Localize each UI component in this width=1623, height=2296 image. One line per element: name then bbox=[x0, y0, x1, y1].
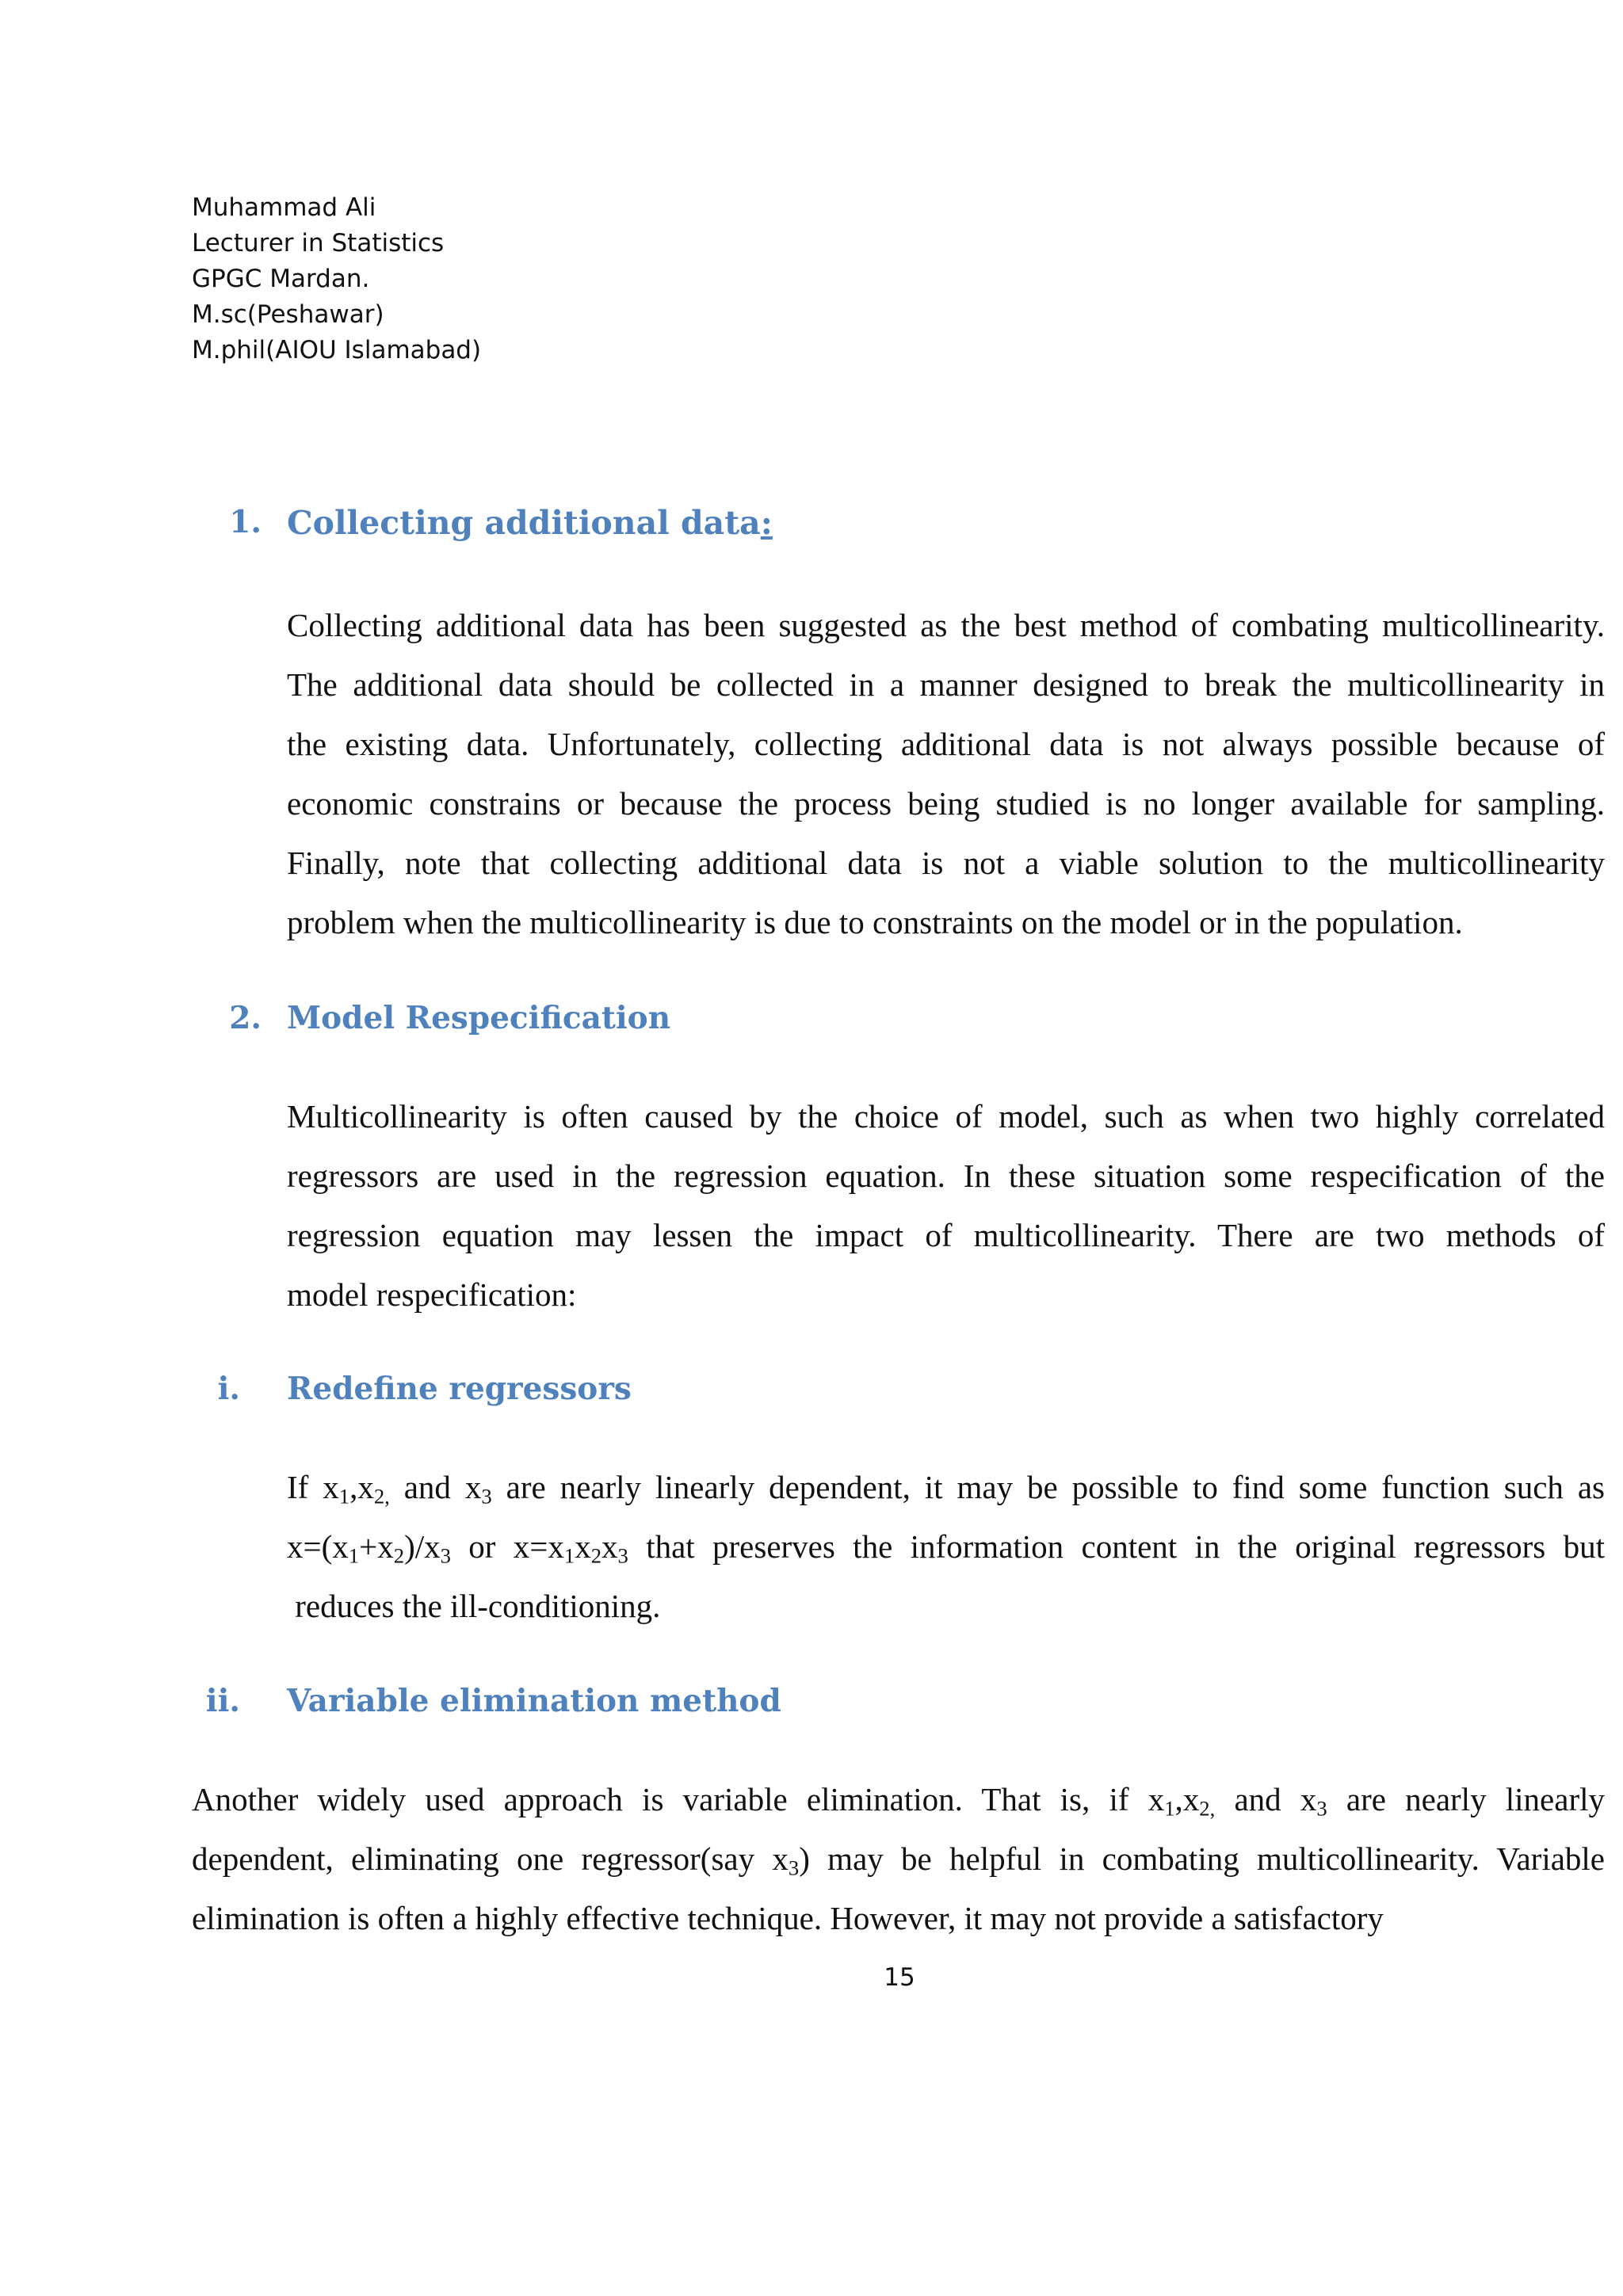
subsection-ii-line-2: dependent, eliminating one regressor(say $x_3$) may be helpful in combating multicollinearity. Variable bbox=[192, 1840, 1605, 1880]
subsection-i-title: Redefine regressors bbox=[287, 1371, 632, 1407]
subsection-i-line-1: If $x_1,x_{2,}$ and $x_3$ are nearly linearly dependent, it may be possible to find some function such as bbox=[287, 1469, 1605, 1508]
author-name: Muhammad Ali bbox=[192, 193, 376, 222]
author-position: Lecturer in Statistics bbox=[192, 229, 445, 257]
section-1-line: Collecting additional data has been suggested as the best method of combating multicollinearity. bbox=[287, 607, 1605, 643]
section-1-paragraph bbox=[287, 596, 1605, 952]
section-2-line: Multicollinearity is often caused by the choice of model, such as when two highly correlated bbox=[287, 1098, 1605, 1135]
section-2-line: model respecification: bbox=[287, 1276, 577, 1313]
author-block bbox=[192, 190, 481, 368]
section-1-line: problem when the multicollinearity is due to constraints on the model or in the population. bbox=[287, 904, 1463, 940]
author-institution: GPGC Mardan. bbox=[192, 265, 370, 293]
section-1-line: The additional data should be collected in a manner designed to break the multicollinearity in bbox=[287, 666, 1605, 703]
section-2-title: Model Respecification bbox=[287, 1000, 671, 1036]
author-degree-mphil: M.phil(AIOU Islamabad) bbox=[192, 336, 482, 364]
subsection-ii-title: Variable elimination method bbox=[287, 1683, 781, 1719]
subsection-ii-line-1: Another widely used approach is variable elimination. That is, if $x_1,x_{2,}$ and $x_3$ are nearly linearly bbox=[192, 1781, 1605, 1821]
subsection-ii-paragraph bbox=[192, 1770, 1605, 1948]
subsection-ii-line-3: elimination is often a highly effective technique. However, it may not provide a satisfactory bbox=[192, 1900, 1384, 1936]
page-number: 15 bbox=[884, 1963, 915, 1992]
author-degree-msc: M.sc(Peshawar) bbox=[192, 300, 384, 329]
subsection-i-number: i. bbox=[217, 1371, 240, 1407]
section-1-title-colon: : bbox=[760, 504, 773, 542]
section-2-line: regressors are used in the regression equation. In these situation some respecification of the bbox=[287, 1158, 1605, 1194]
section-2-paragraph bbox=[287, 1087, 1605, 1325]
section-2-number: 2. bbox=[229, 1000, 262, 1036]
section-1-title-text: Collecting additional data bbox=[287, 504, 761, 542]
section-1-title bbox=[287, 504, 773, 542]
subsection-i-line-2: $x=(x_1+x_2)/x_3$ or $x=x_1x_2x_3$ that preserves the information content in the original regressors but bbox=[287, 1528, 1605, 1568]
subsection-i-paragraph bbox=[287, 1458, 1605, 1636]
section-1-line: the existing data. Unfortunately, collecting additional data is not always possible because of bbox=[287, 726, 1605, 762]
subsection-i-line-3: reduces the ill-conditioning. bbox=[287, 1588, 661, 1624]
section-1-line: economic constrains or because the process being studied is no longer available for sampling. bbox=[287, 785, 1605, 822]
subsection-ii-number: ii. bbox=[205, 1683, 240, 1719]
section-2-line: regression equation may lessen the impact of multicollinearity. There are two methods of bbox=[287, 1217, 1605, 1253]
section-1-line: Finally, note that collecting additional data is not a viable solution to the multicollinearity bbox=[287, 845, 1605, 881]
section-1-number: 1. bbox=[229, 504, 262, 540]
